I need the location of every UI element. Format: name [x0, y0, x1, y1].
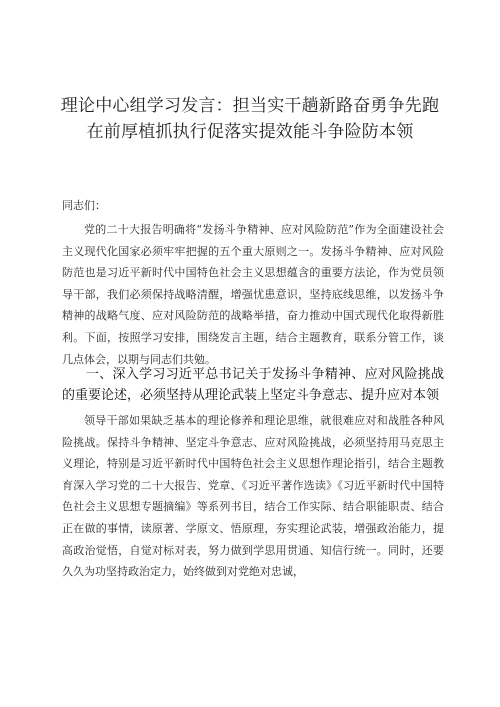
document-title: 理论中心组学习发言：担当实干趟新路奋勇争先跑在前厚植抓执行促落实提效能斗争险防本领	[60, 96, 440, 142]
paragraph-section-1: 领导干部如果缺乏基本的理论修养和理论思维，就很难应对和战胜各种风险挑战。保持斗争精神、坚定斗争意志、应对风险挑战，必须坚持用马克思主义理论，特别是习近平新时代中国特色社会主义思想作理论指引，结合主题教育深入学习党的二十大报告、党章、《习近平著作选读》《习近平新时代中国特色社会主义思想专题摘编》等系列书目，结合工作实际、结合职能职责、结合正在做的事情，读原著、学原文、悟原理，夯实理论武装，增强政治能力，提高政治觉悟，自觉对标对表，努力做到学思用贯通、知信行统一。同时，还要久久为功坚持政治定力，始终做到对党绝对忠诚，	[62, 414, 444, 579]
paragraph-intro: 党的二十大报告明确将“发扬斗争精神、应对风险防范”作为全面建设社会主义现代化国家必须牢牢把握的五个重大原则之一。发扬斗争精神、应对风险防范也是习近平新时代中国特色社会主义思想蕴含的重要方法论，作为党员领导干部，我们必须保持战略清醒，增强忧患意识，坚持底线思维，以发扬斗争精神的战略气度、应对风险防范的战略举措，奋力推动中国式现代化取得新胜利。下面，按照学习安排，围绕发言主题，结合主题教育，联系分管工作，谈几点体会，以期与同志们共勉。	[62, 223, 444, 366]
section-heading-1: 一、深入学习习近平总书记关于发扬斗争精神、应对风险挑战的重要论述，必须坚持从理论武装上坚定斗争意志、提升应对本领	[62, 367, 444, 403]
salutation: 同志们：	[62, 199, 106, 212]
